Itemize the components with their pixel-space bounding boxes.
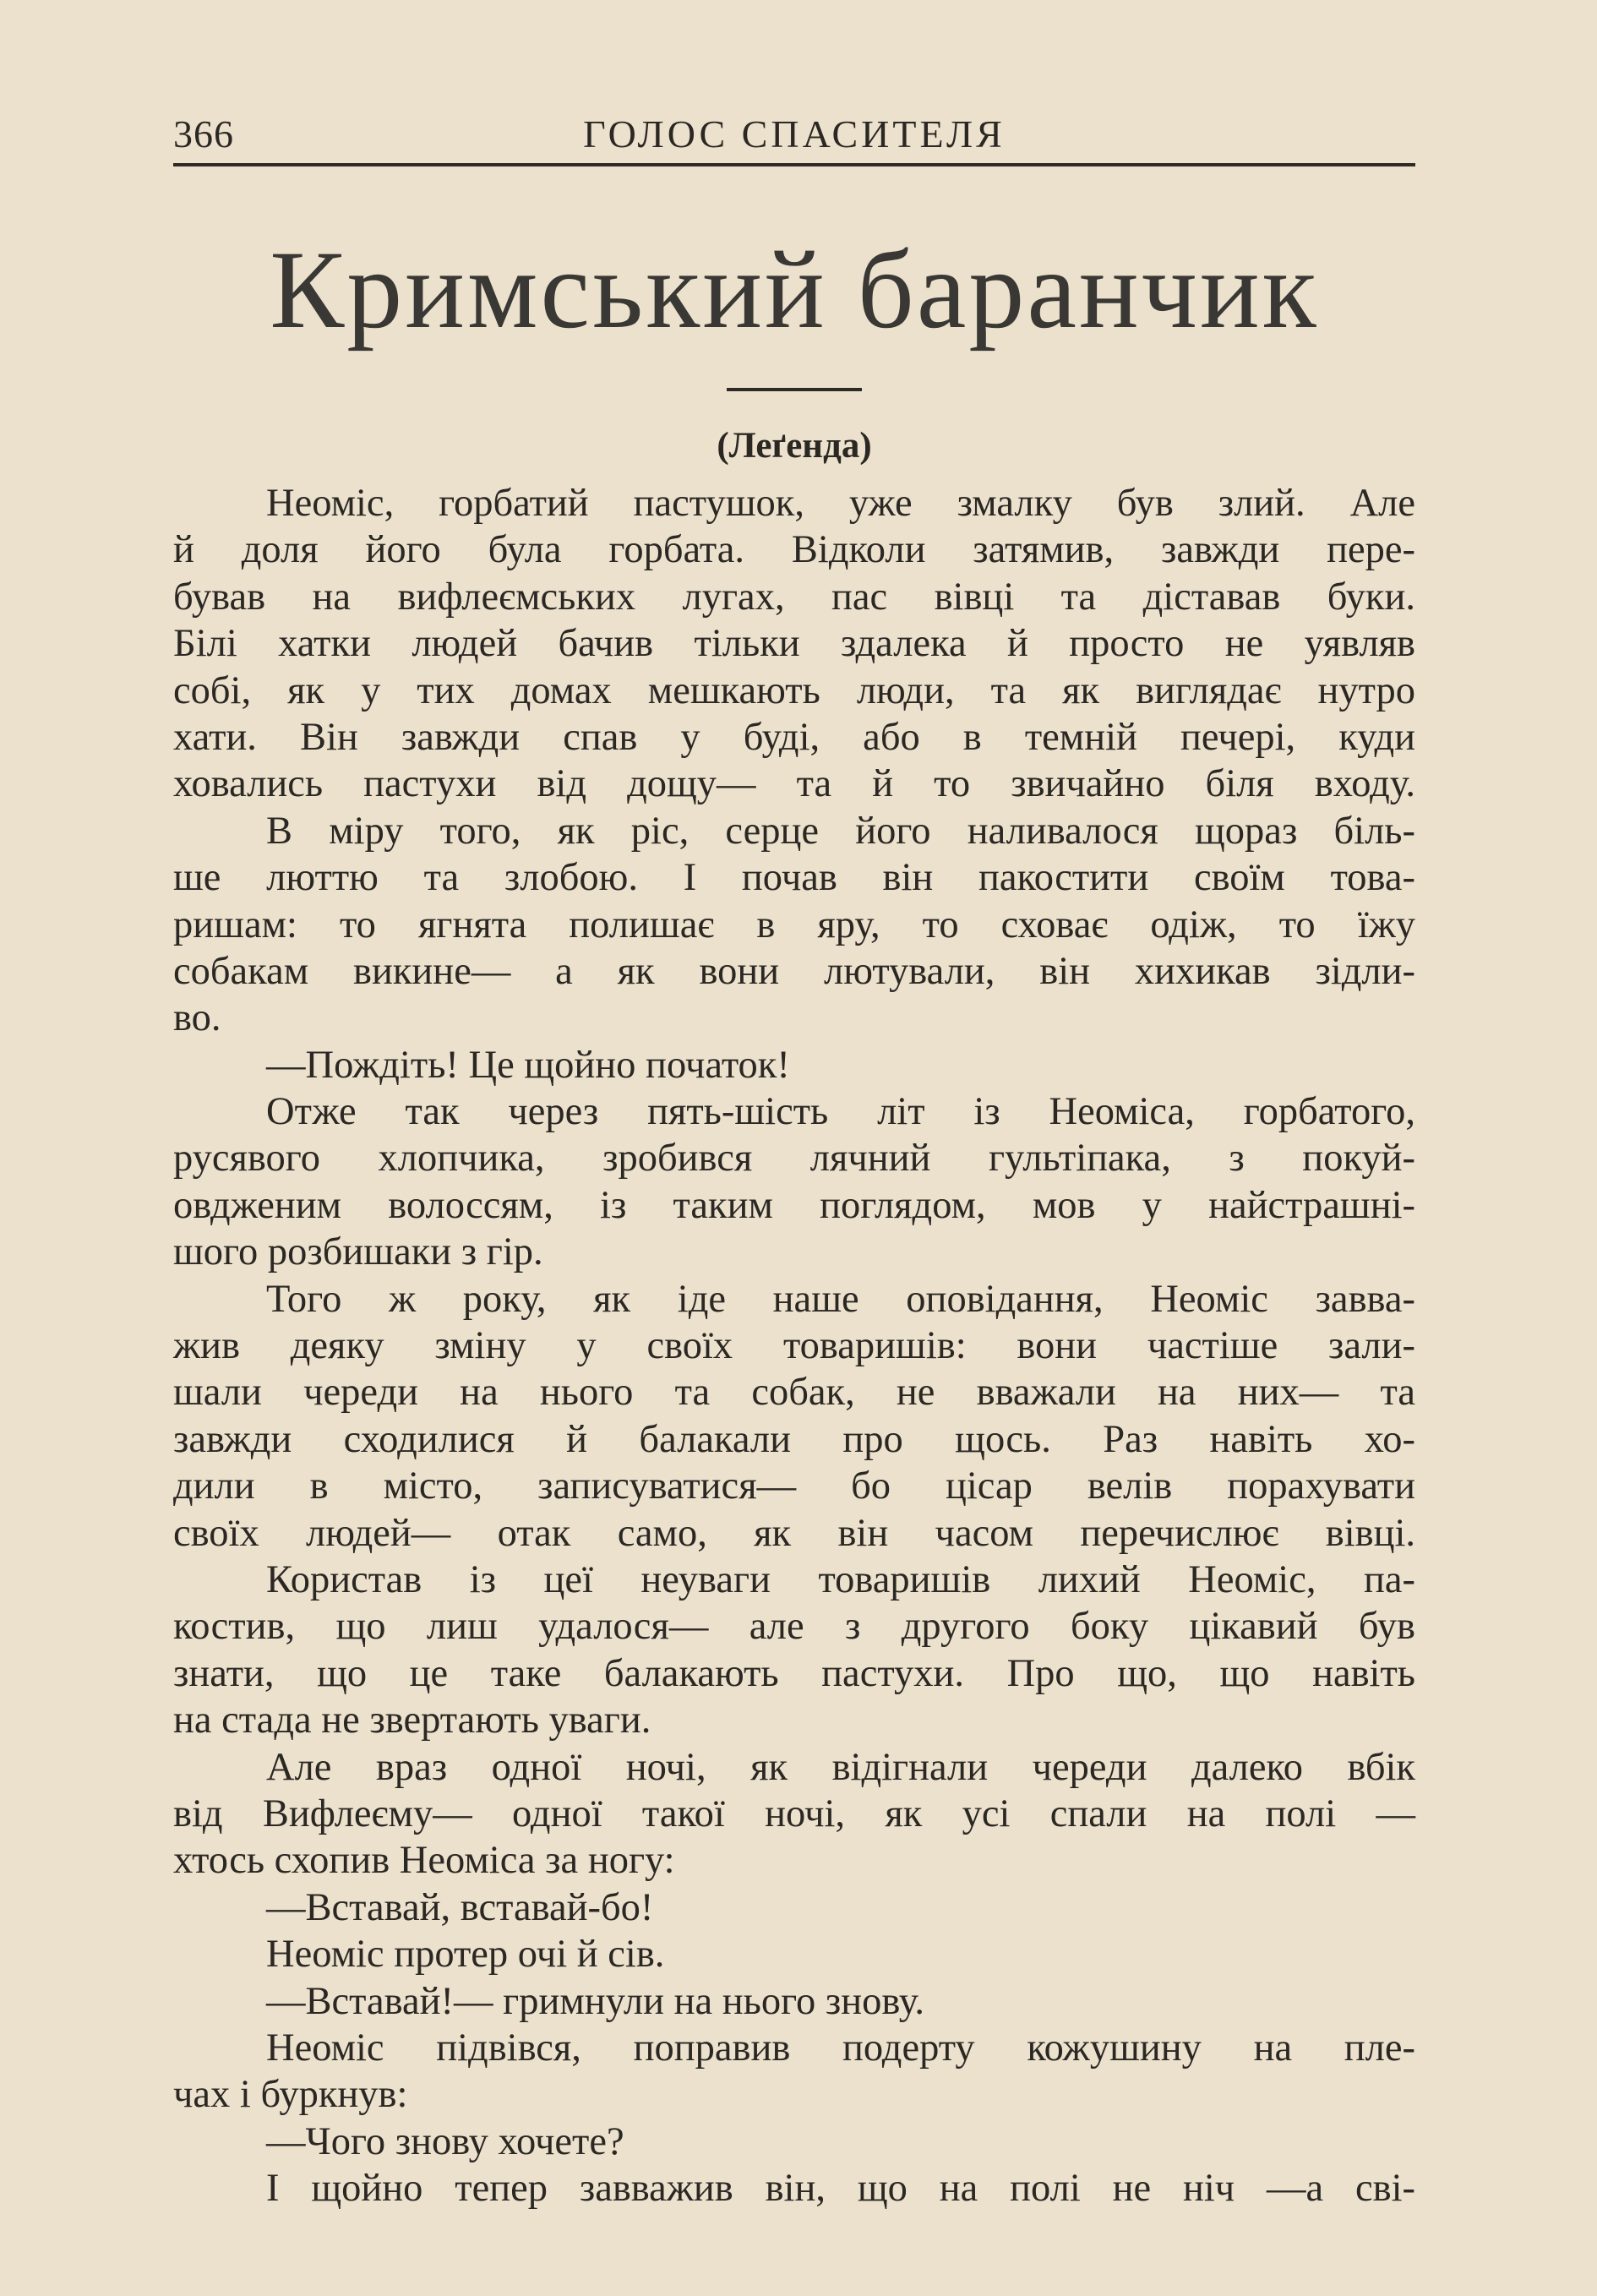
text-line: Неоміс, горбатий пастушок, уже змалку був злий. Але <box>266 482 1415 525</box>
text-line: овдженим волоссям, із таким поглядом, мов у найстрашні- <box>173 1183 1415 1227</box>
text-line: ше люттю та злобою. І почав він пакостити своїм това- <box>173 856 1415 900</box>
text-line: —Чого знову хочете? <box>266 2119 624 2163</box>
text-line: шали череди на нього та собак, не вважали на них— та <box>173 1371 1415 1415</box>
text-line: во. <box>173 996 221 1040</box>
header-rule <box>173 163 1415 166</box>
page-number: 366 <box>173 112 234 155</box>
text-line: ришам: то ягнята полишає в яру, то сховає одіж, то їжу <box>173 903 1415 946</box>
text-line: бував на вифлеємських лугах, пас вівці та діставав буки. <box>173 575 1415 619</box>
text-line: хтось схопив Неоміса за ногу: <box>173 1839 675 1883</box>
text-line: —Вставай!— гримнули на нього знову. <box>266 1979 924 2023</box>
text-line: хати. Він завжди спав у буді, або в темній печері, куди <box>173 715 1415 759</box>
text-line: Неоміс протер очі й сів. <box>266 1933 665 1977</box>
text-line: жив деяку зміну у своїх товаришів: вони частіше зали- <box>173 1324 1415 1368</box>
text-line: знати, що це таке балакають пастухи. Про що, що навіть <box>173 1651 1415 1695</box>
text-line: від Вифлеєму— одної такої ночі, як усі спали на полі — <box>173 1792 1415 1835</box>
title-rule <box>727 388 862 391</box>
running-head <box>173 112 1415 159</box>
journal-title: ГОЛОС СПАСИТЕЛЯ <box>583 112 1006 155</box>
article-title: Кримський баранчик <box>270 227 1319 352</box>
article-body <box>173 480 1415 2211</box>
text-line: русявого хлопчика, зробився лячний гультіпака, з покуй- <box>173 1137 1415 1181</box>
text-line: В міру того, як ріс, серце його наливалося щораз біль- <box>266 809 1415 853</box>
text-line: дили в місто, записуватися— бо цісар велів порахувати <box>173 1464 1415 1508</box>
text-line: Неоміс підвівся, поправив подерту кожушину на пле- <box>266 2026 1415 2070</box>
article-subtitle: (Леґенда) <box>717 426 872 466</box>
text-line: Білі хатки людей бачив тільки здалека й просто не уявляв <box>173 622 1415 666</box>
text-line: Того ж року, як іде наше оповідання, Неоміс завва- <box>266 1277 1415 1321</box>
text-line: —Вставай, вставай-бо! <box>266 1885 654 1929</box>
text-line: —Пождіть! Це щойно початок! <box>266 1043 790 1087</box>
text-line: завжди сходилися й балакали про щось. Раз навіть хо- <box>173 1417 1415 1461</box>
text-line: чах і буркнув: <box>173 2073 408 2117</box>
text-line: костив, що лиш удалося— але з другого боку цікавий був <box>173 1605 1415 1649</box>
text-line: І щойно тепер завважив він, що на полі не ніч —а сві- <box>266 2167 1415 2211</box>
text-line: собакам викине— а як вони лютували, він хихикав зідли- <box>173 949 1415 993</box>
text-line: Отже так через пять-шість літ із Неоміса, горбатого, <box>266 1090 1415 1134</box>
text-line: шого розбишаки з гір. <box>173 1230 543 1274</box>
text-line: своїх людей— отак само, як він часом перечислює вівці. <box>173 1511 1415 1555</box>
text-line: ховались пастухи від дощу— та й то звичайно біля входу. <box>173 762 1415 806</box>
text-line: на стада не звертають уваги. <box>173 1699 651 1742</box>
text-line: й доля його була горбата. Відколи затямив, завжди пере- <box>173 528 1415 572</box>
text-line: Користав із цеї неуваги товаришів лихий Неоміс, па- <box>266 1557 1415 1601</box>
text-line: Але враз одної ночі, як відігнали череди далеко вбік <box>266 1745 1415 1789</box>
text-line: собі, як у тих домах мешкають люди, та як виглядає нутро <box>173 668 1415 712</box>
